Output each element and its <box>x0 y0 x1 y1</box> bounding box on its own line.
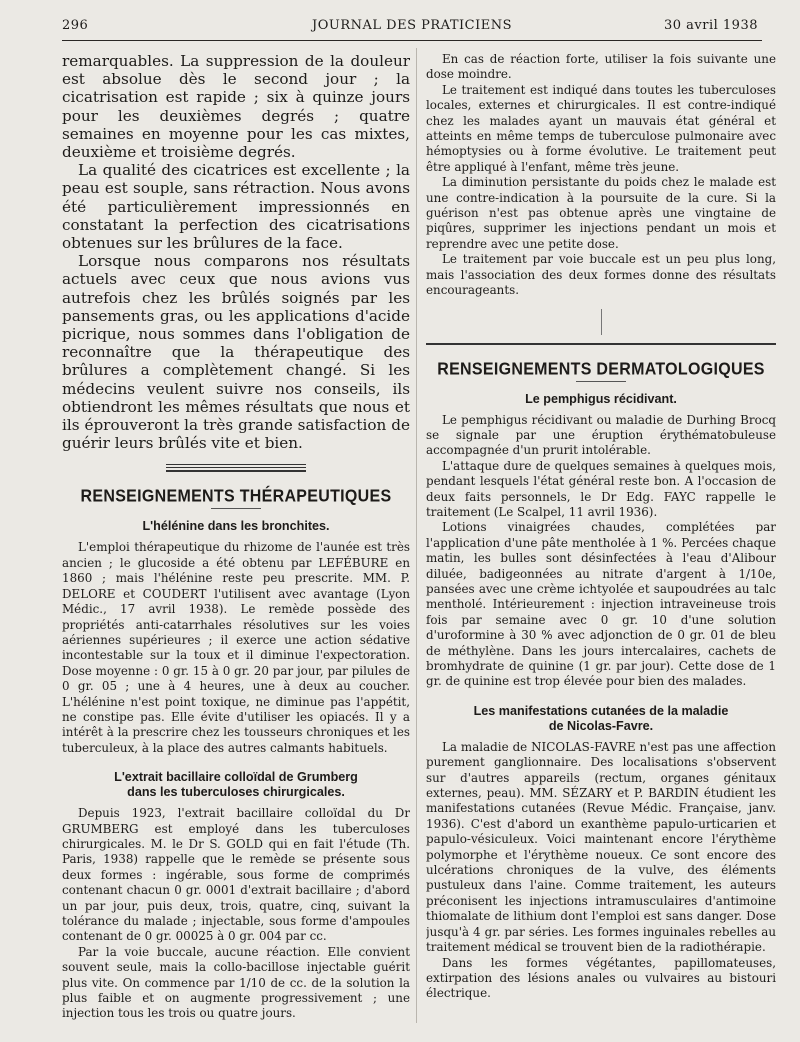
section-underline <box>211 508 261 509</box>
article-body-helenine <box>62 540 410 756</box>
article-paragraph: En cas de réaction forte, utiliser la fois suivante une dose moindre. <box>426 52 776 82</box>
article-body-nicolas-favre <box>426 740 776 1002</box>
section-underline <box>576 381 626 382</box>
article-paragraph: Dans les formes végétantes, papillomateuses, extirpation des lésions anales ou vulvaires au bistouri électrique. <box>426 955 776 1001</box>
article-title-line: L'extrait bacillaire colloïdal de Grumberg <box>114 770 358 785</box>
article-title-nicolas-favre <box>426 704 776 734</box>
article-paragraph: La maladie de NICOLAS-FAVRE n'est pas une affection purement ganglionnaire. Des localisations s'observent sur d'autres appareils (rectum, organes génitaux externes, peau). MM. SÉZARY et P. BARDIN étudient les manifestations cutanées (Revue Médic. Française, janv. 1936). C'est d'abord un exanthème papulo-urticarien et papulo-vésiculeux. Voici maintenant encore l'érythème polymorphe et l'érythème noueux. Ce sont encore des ulcérations chroniques de la vulve, des éléments pustuleux dans l'aine. Comme traitement, les auteurs préconisent les injections intramusculaires d'antimoine thiomalate de lithium dont l'emploi est sans danger. Dose jusqu'à 4 gr. par séries. Les formes inguinales rebelles au traitement médical se trouvent bien de la radiothérapie. <box>426 739 776 955</box>
lead-paragraph: remarquables. La suppression de la douleur est absolue dès le second jour ; la cicatrisation est rapide ; six à quinze jours pour les deuxièmes degrés ; quatre semaines en moyenne pour les cas mixtes, deuxième et troisième degrés. <box>62 52 410 162</box>
article-paragraph: Le traitement est indiqué dans toutes les tuberculoses locales, externes et chirurgicales. Il est contre-indiqué chez les malades ayant un mauvais état général et atteints en même temps de tuberculose pulmonaire avec hémoptysies ou à forme évolutive. Le traitement peut être appliqué à l'enfant, même très jeune. <box>426 82 776 174</box>
article-paragraph: Depuis 1923, l'extrait bacillaire colloïdal du Dr GRUMBERG est employé dans les tuberculoses chirurgicales. M. le Dr S. GOLD qui en fait l'étude (Th. Paris, 1938) rappelle que le remède se présente sous deux formes : ingérable, sous forme de comprimés contenant chacun 0 gr. 0001 d'extrait bacillaire ; d'abord un par jour, puis deux, trois, quatre, cinq, suivant la tolérance du malade ; injectable, sous forme d'ampoules contenant de 0 gr. 00025 à 0 gr. 004 par cc. <box>62 806 410 944</box>
article-title-line: de Nicolas-Favre. <box>548 718 654 733</box>
journal-title: JOURNAL DES PRATICIENS <box>312 18 512 33</box>
issue-date: 30 avril 1938 <box>663 18 758 33</box>
lead-text <box>62 52 410 452</box>
article-paragraph: Le pemphigus récidivant ou maladie de Durhing Brocq se signale par une éruption érythématobuleuse accompagnée d'un prurit intolérable. <box>426 412 776 458</box>
section-bar <box>426 343 776 345</box>
left-column <box>62 52 410 1022</box>
article-body-pemphigus <box>426 413 776 690</box>
section-title-therapeutiques: RENSEIGNEMENTS THÉRAPEUTIQUES <box>80 487 392 507</box>
article-paragraph: L'attaque dure de quelques semaines à quelques mois, pendant lesquels l'état général reste bon. A l'occasion de deux faits personnels, le Dr Edg. FAYC rappelle le traitement (Le Scalpel, 11 avril 1936). <box>426 458 776 519</box>
small-divider <box>601 309 602 335</box>
article-title-helenine: L'hélénine dans les bronchites. <box>142 519 330 534</box>
article-paragraph: Par la voie buccale, aucune réaction. Elle convient souvent seule, mais la collo-bacillose injectable guérit plus vite. On commence par 1/10 de cc. de la solution la plus faible et on augmente progressivement ; une injection tous les trois ou quatre jours. <box>62 944 410 1021</box>
article-body-grumberg <box>62 806 410 1022</box>
lead-paragraph: La qualité des cicatrices est excellente ; la peau est souple, sans rétraction. Nous avons été particulièrement impressionnés en constatant la perfection des cicatrisations obtenues sur les brûlures de la face. <box>62 161 410 253</box>
column-divider <box>416 48 417 1023</box>
section-title-dermatologiques: RENSEIGNEMENTS DERMATOLOGIQUES <box>437 359 765 379</box>
article-title-line: Les manifestations cutanées de la maladie <box>473 703 729 718</box>
right-column <box>426 52 776 1002</box>
lead-paragraph: Lorsque nous comparons nos résultats actuels avec ceux que nous avions vus autrefois chez les brûlés soignés par les pansements gras, ou les applications d'acide picrique, nous sommes dans l'obligation de reconnaître que la thérapeutique des brûlures a complètement changé. Si les médecins veulent suivre nos conseils, ils obtiendront les mêmes résultats que nous et ils éprouveront la très grande satisfaction de guérir leurs brûlés vite et bien. <box>62 252 410 453</box>
article-paragraph: L'emploi thérapeutique du rhizome de l'aunée est très ancien ; le glucoside a été obtenu par LEFÉBURE en 1860 ; mais l'hélénine reste peu prescrite. MM. P. DELORE et COUDERT l'utilisent avec avantage (Lyon Médic., 17 avril 1938). Le remède possède des propriétés anti-catarrhales résolutives sur les voies aériennes supérieures ; il exerce une action sédative incontestable sur la toux et il diminue l'expectoration. Dose moyenne : 0 gr. 15 à 0 gr. 20 par jour, par pilules de 0 gr. 05 ; une à 4 heures, une à deux au coucher. L'hélénine n'est point toxique, ne diminue pas l'appétit, ne constipe pas. Elle évite d'utiliser les opiacés. Il y a intérêt à la prescrire chez les tousseurs chroniques et les tuberculeux, à la place des autres calmants habituels. <box>62 540 410 755</box>
article-title-grumberg <box>62 770 410 800</box>
article-title-pemphigus: Le pemphigus récidivant. <box>525 391 677 406</box>
page-number: 296 <box>62 18 89 33</box>
article-paragraph: La diminution persistante du poids chez le malade est une contre-indication à la poursuite de la cure. Si la guérison n'est pas obtenue après une vingtaine de piqûres, supprimer les injections pendant un mois et reprendre avec une petite dose. <box>426 175 776 251</box>
page-header <box>62 18 762 41</box>
section-rule <box>166 464 306 472</box>
article-title-line: dans les tuberculoses chirurgicales. <box>127 785 345 800</box>
article-continuation <box>426 52 776 299</box>
article-paragraph: Lotions vinaigrées chaudes, complétées par l'application d'une pâte mentholée à 1 %. Percées chaque matin, les bulles sont désinfectées à l'eau d'Alibour diluée, badigeonnées au nitrate d'argent à 1/10e, pansées avec une crème ichtyolée et saupoudrées au talc mentholé. Intérieurement : injection intraveineuse trois fois par semaine avec 0 gr. 10 d'une solution d'uroformine à 30 % avec adjonction de 0 gr. 01 de bleu de méthylène. Dans les jours intercalaires, cachets de bromhydrate de quinine (1 gr. par jour). Cette dose de 1 gr. de quinine est trop élevée pour bien des malades. <box>426 520 776 689</box>
article-paragraph: Le traitement par voie buccale est un peu plus long, mais l'association des deux formes donne des résultats encourageants. <box>426 252 776 298</box>
